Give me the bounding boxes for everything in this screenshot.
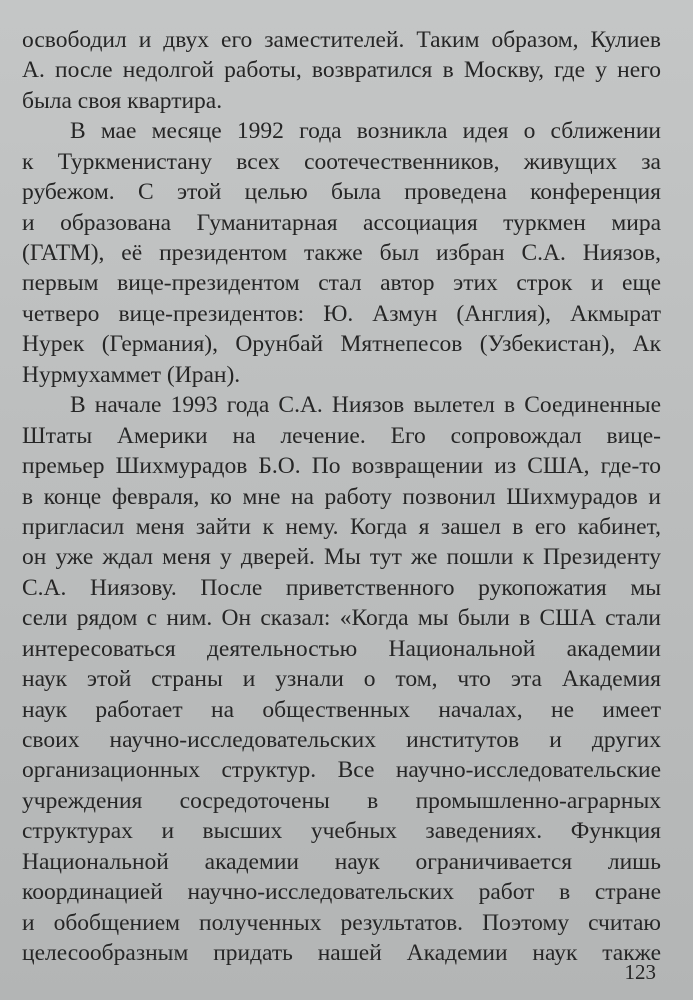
text-line: А. после недолгой работы, возвратился в Москву, где у него	[22, 57, 661, 83]
text-line: Национальной академии наук ограничивается лишь	[22, 849, 661, 875]
text-line: пригласил меня зайти к нему. Когда я зашел в его кабинет,	[22, 514, 661, 540]
text-line: и образована Гуманитарная ассоциация туркмен мира	[22, 210, 661, 236]
text-line: освободил и двух его заместителей. Таким образом, Кулиев	[22, 27, 661, 53]
text-line: в конце февраля, ко мне на работу позвонил Шихмурадов и	[22, 484, 661, 510]
text-line: структурах и высших учебных заведениях. Функция	[22, 818, 661, 844]
text-line: В мае месяце 1992 года возникла идея о сближении	[70, 118, 661, 144]
text-line: премьер Шихмурадов Б.О. По возвращении из США, где-то	[22, 453, 661, 479]
text-line: он уже ждал меня у дверей. Мы тут же пошли к Президенту	[22, 544, 661, 570]
text-line: целесообразным придать нашей Академии наук также	[22, 940, 661, 966]
text-line: С.А. Ниязову. После приветственного рукопожатия мы	[22, 575, 661, 601]
text-line: к Туркменистану всех соотечественников, живущих за	[22, 149, 661, 175]
page-number: 123	[624, 960, 656, 984]
text-line: наук работает на общественных началах, не имеет	[22, 697, 661, 723]
text-line: Нурек (Германия), Орунбай Мятнепесов (Узбекистан), Ак	[22, 331, 661, 357]
text-line: четверо вице-президентов: Ю. Азмун (Англия), Акмырат	[22, 301, 661, 327]
text-line: координацией научно-исследовательских работ в стране	[22, 879, 661, 905]
text-line: и обобщением полученных результатов. Поэтому считаю	[22, 910, 661, 936]
text-line: своих научно-исследовательских институтов и других	[22, 727, 661, 753]
text-line: сели рядом с ним. Он сказал: «Когда мы были в США стали	[22, 605, 661, 631]
text-line: наук этой страны и узнали о том, что эта Академия	[22, 666, 661, 692]
text-line: рубежом. С этой целью была проведена конференция	[22, 179, 661, 205]
text-line: интересоваться деятельностью Национальной академии	[22, 636, 661, 662]
text-line: первым вице-президентом стал автор этих строк и еще	[22, 270, 661, 296]
text-line: В начале 1993 года С.А. Ниязов вылетел в Соединенные	[70, 392, 661, 418]
text-line: учреждения сосредоточены в промышленно-аграрных	[22, 788, 661, 814]
text-line: Нурмухаммет (Иран).	[22, 362, 241, 388]
text-line: (ГАТМ), её президентом также был избран С.А. Ниязов,	[22, 240, 661, 266]
text-line: Штаты Америки на лечение. Его сопровождал вице-	[22, 423, 661, 449]
text-line: организационных структур. Все научно-исследовательские	[22, 757, 661, 783]
text-line: была своя квартира.	[22, 88, 223, 114]
